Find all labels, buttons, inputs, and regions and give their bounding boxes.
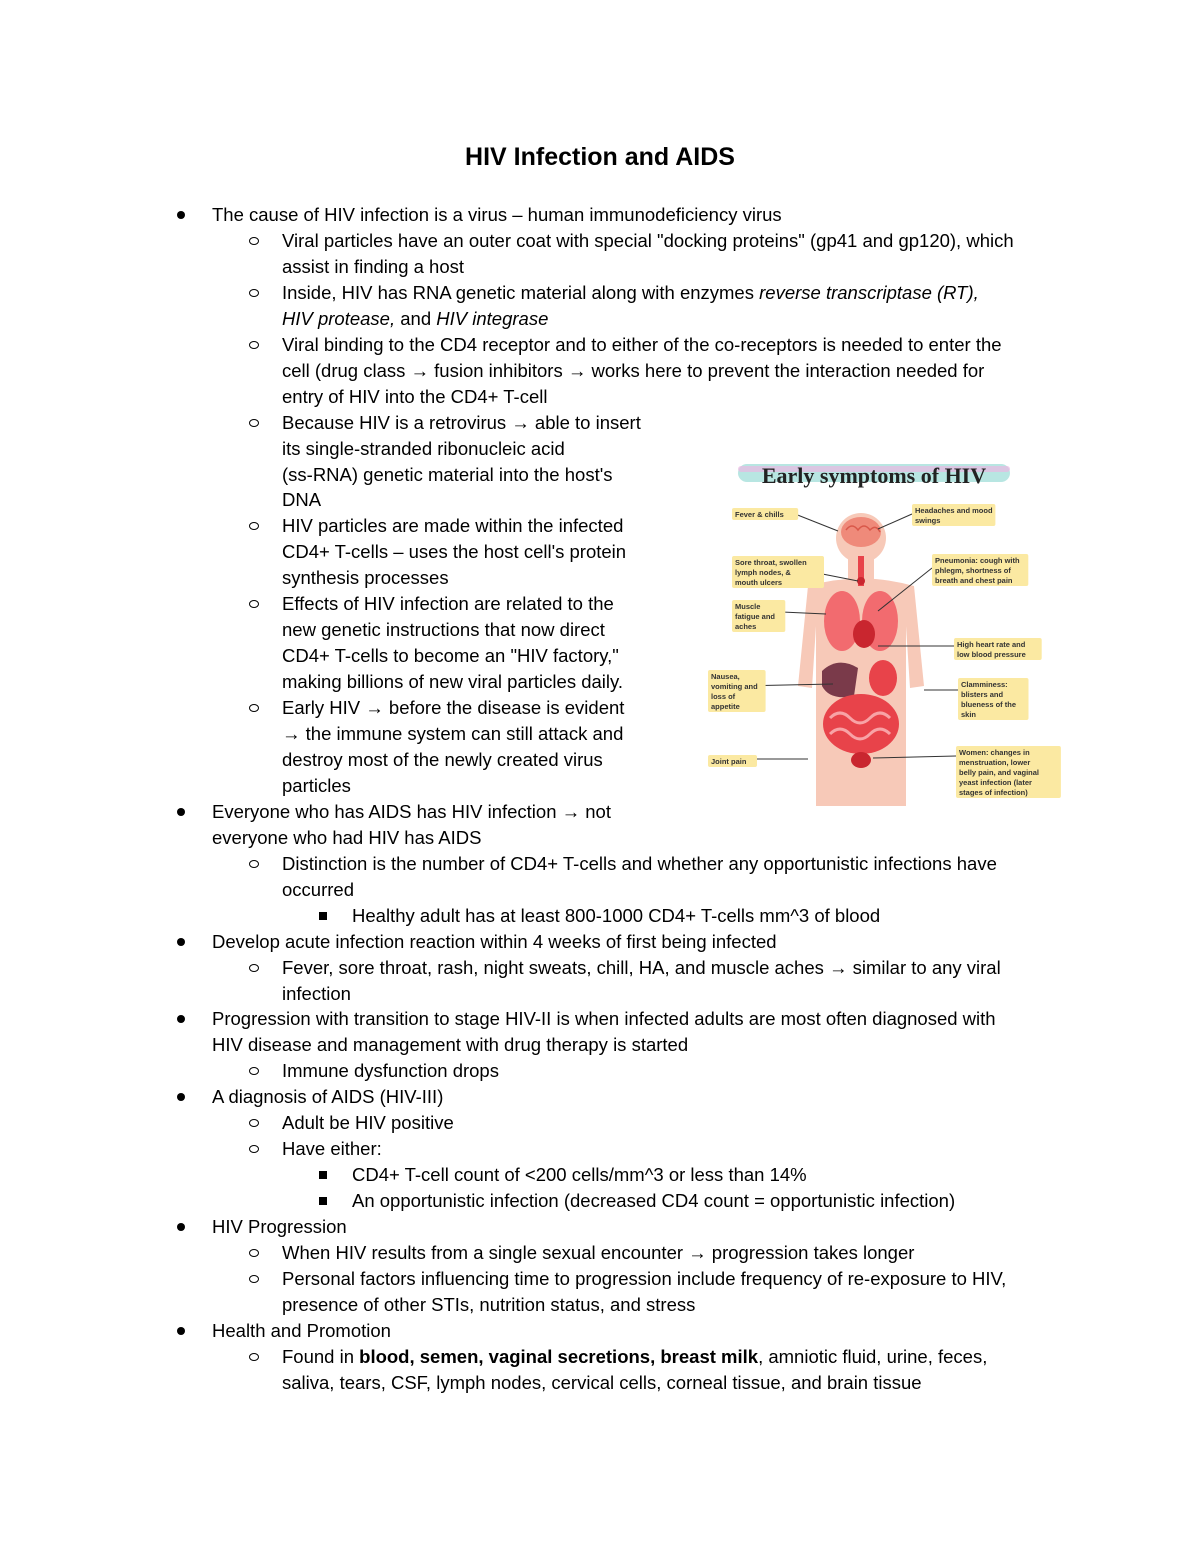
symptom-label-text: Pneumonia: cough with bbox=[935, 556, 1020, 565]
line-text: Found in bbox=[282, 1345, 360, 1367]
bullet-marker bbox=[319, 912, 327, 920]
line-text: Viral particles have an outer coat with special "docking proteins" (gp41 and gp120), which bbox=[282, 229, 1014, 251]
line-text: Distinction is the number of CD4+ T-cells and whether any opportunistic infections have bbox=[282, 852, 997, 874]
note-line bbox=[282, 332, 1002, 358]
symptom-label-text: blisters and bbox=[961, 690, 1004, 699]
line-text: Because HIV is a retrovirus → able to insert bbox=[282, 411, 641, 433]
note-line bbox=[282, 436, 565, 462]
line-text: Everyone who has AIDS has HIV infection → not bbox=[212, 800, 611, 822]
note-line bbox=[212, 825, 481, 851]
line-text: particles bbox=[282, 774, 351, 796]
note-line bbox=[282, 384, 547, 410]
symptom-label-text: loss of bbox=[711, 692, 736, 701]
symptom-label-text: Headaches and mood bbox=[915, 506, 993, 515]
bullet-marker bbox=[249, 1145, 259, 1153]
note-line bbox=[212, 1006, 996, 1032]
note-line bbox=[212, 1084, 443, 1110]
note-line bbox=[212, 1214, 347, 1240]
symptom-label-text: yeast infection (later bbox=[959, 778, 1032, 787]
bullet-marker bbox=[249, 860, 259, 868]
symptom-label-text: skin bbox=[961, 710, 977, 719]
italic-text: HIV integrase bbox=[436, 307, 549, 329]
line-text: DNA bbox=[282, 489, 322, 511]
line-text: Immune dysfunction drops bbox=[282, 1060, 499, 1082]
bullet-marker bbox=[249, 1067, 259, 1075]
line-text: Healthy adult has at least 800-1000 CD4+ T-cells mm^3 of blood bbox=[352, 904, 881, 926]
line-text: Inside, HIV has RNA genetic material along with enzymes bbox=[282, 281, 760, 303]
symptom-label-text: menstruation, lower bbox=[959, 758, 1031, 767]
symptom-label-text: High heart rate and bbox=[957, 640, 1026, 649]
line-text: Develop acute infection reaction within 4 weeks of first being infected bbox=[212, 930, 777, 952]
bullet-marker bbox=[177, 1015, 185, 1023]
note-line bbox=[282, 1058, 499, 1084]
line-text: (ss-RNA) genetic material into the host's bbox=[282, 463, 613, 485]
bullet-marker bbox=[249, 419, 259, 427]
bullet-marker bbox=[249, 289, 259, 297]
line-text: HIV particles are made within the infected bbox=[282, 515, 624, 537]
symptom-label-pneumonia bbox=[932, 554, 1028, 586]
line-text: CD4+ T-cell count of <200 cells/mm^3 or less than 14% bbox=[352, 1164, 807, 1186]
note-line bbox=[282, 617, 605, 643]
symptom-label-clamminess bbox=[958, 678, 1029, 720]
symptom-label-text: stages of infection) bbox=[959, 788, 1028, 797]
note-line bbox=[282, 1344, 987, 1370]
line-text: occurred bbox=[282, 878, 354, 900]
line-text: A diagnosis of AIDS (HIV-III) bbox=[212, 1086, 444, 1108]
symptom-label-text: fatigue and bbox=[735, 612, 776, 621]
symptom-label-women bbox=[956, 746, 1061, 798]
note-line bbox=[212, 202, 782, 228]
line-text: presence of other STIs, nutrition status, and stress bbox=[282, 1293, 696, 1315]
line-text: assist in finding a host bbox=[282, 255, 465, 277]
note-line bbox=[282, 410, 641, 436]
symptom-label-text: aches bbox=[735, 622, 757, 631]
note-line bbox=[282, 1136, 382, 1162]
line-text: CD4+ T-cells to become an "HIV factory," bbox=[282, 645, 619, 667]
line-text: Fever, sore throat, rash, night sweats, chill, HA, and muscle aches → similar to any viral bbox=[282, 956, 1001, 978]
note-line bbox=[282, 487, 321, 513]
figure-title: Early symptoms of HIV bbox=[761, 463, 987, 488]
line-text: making billions of new viral particles daily. bbox=[282, 671, 624, 693]
page-title: HIV Infection and AIDS bbox=[465, 143, 735, 171]
note-line bbox=[352, 903, 880, 929]
note-line bbox=[282, 955, 1001, 981]
symptom-label-text: swings bbox=[915, 516, 941, 525]
note-line bbox=[282, 747, 603, 773]
note-line bbox=[352, 1162, 807, 1188]
symptom-label-text: Joint pain bbox=[711, 757, 747, 766]
line-text: saliva, tears, CSF, lymph nodes, cervical cells, corneal tissue, and brain tissue bbox=[282, 1371, 922, 1393]
line-text: → the immune system can still attack and bbox=[282, 723, 624, 744]
line-text: synthesis processes bbox=[282, 567, 449, 589]
note-line bbox=[282, 1110, 454, 1136]
line-text: Health and Promotion bbox=[212, 1319, 391, 1341]
italic-text: reverse transcriptase (RT), bbox=[759, 281, 979, 303]
note-line bbox=[282, 1266, 1006, 1292]
note-line bbox=[282, 643, 619, 669]
note-line bbox=[282, 513, 623, 539]
bullet-marker bbox=[249, 1249, 259, 1257]
bullet-marker bbox=[249, 237, 259, 245]
bullet-marker bbox=[177, 1093, 185, 1101]
note-line bbox=[282, 539, 626, 565]
bullet-marker bbox=[249, 704, 259, 712]
symptom-label-text: phlegm, shortness of bbox=[935, 566, 1011, 575]
line-text: CD4+ T-cells – uses the host cell's protein bbox=[282, 541, 627, 563]
bullet-marker bbox=[249, 341, 259, 349]
symptom-label-text: breath and chest pain bbox=[935, 576, 1013, 585]
italic-text: HIV protease, bbox=[282, 307, 396, 329]
line-text: HIV disease and management with drug therapy is started bbox=[212, 1034, 689, 1056]
bold-text: blood, semen, vaginal secretions, breast milk bbox=[359, 1345, 759, 1367]
symptom-label-text: Clamminess: bbox=[961, 680, 1008, 689]
symptom-label-text: blueness of the bbox=[961, 700, 1017, 709]
line-text: Effects of HIV infection are related to the bbox=[282, 593, 614, 615]
note-line bbox=[282, 462, 613, 488]
bullet-marker bbox=[177, 938, 185, 946]
note-line bbox=[282, 981, 351, 1007]
note-line bbox=[282, 1370, 922, 1396]
bullet-marker bbox=[177, 1327, 185, 1335]
note-line bbox=[282, 254, 464, 280]
note-line bbox=[282, 280, 979, 306]
line-text: HIV Progression bbox=[212, 1216, 347, 1238]
bullet-marker bbox=[177, 211, 185, 219]
note-line bbox=[282, 695, 624, 721]
note-line bbox=[282, 773, 351, 799]
symptom-label-text: low blood pressure bbox=[957, 650, 1026, 659]
symptom-label-headaches bbox=[912, 504, 995, 526]
line-text: The cause of HIV infection is a virus – human immunodeficiency virus bbox=[212, 204, 782, 225]
note-line bbox=[212, 1318, 391, 1344]
line-text: Viral binding to the CD4 receptor and to either of the co-receptors is needed to enter the bbox=[282, 333, 1002, 355]
symptom-label-text: Nausea, bbox=[711, 672, 740, 681]
note-line bbox=[282, 228, 1014, 254]
symptom-label-text: mouth ulcers bbox=[735, 578, 783, 587]
line-text: everyone who had HIV has AIDS bbox=[212, 826, 482, 848]
line-text: Progression with transition to stage HIV-II is when infected adults are most often diagnosed with bbox=[212, 1008, 996, 1030]
symptom-label-heart bbox=[954, 638, 1042, 660]
line-text-after: , amniotic fluid, urine, feces, bbox=[758, 1345, 988, 1367]
symptom-label-sore-throat bbox=[732, 556, 824, 588]
line-text: new genetic instructions that now direct bbox=[282, 619, 605, 641]
line-text: destroy most of the newly created virus bbox=[282, 748, 603, 770]
symptom-label-muscle bbox=[732, 600, 785, 632]
note-line bbox=[282, 591, 614, 617]
bullet-marker bbox=[249, 1119, 259, 1127]
bullet-marker bbox=[319, 1197, 327, 1205]
note-line bbox=[212, 929, 777, 955]
bullet-marker bbox=[177, 1223, 185, 1231]
line-text: Adult be HIV positive bbox=[282, 1112, 454, 1134]
symptom-label-text: Sore throat, swollen bbox=[735, 558, 807, 567]
symptom-label-fever bbox=[732, 508, 798, 520]
symptom-label-text: Muscle bbox=[735, 602, 761, 611]
note-line bbox=[212, 1032, 688, 1058]
note-line bbox=[282, 669, 623, 695]
line-text: When HIV results from a single sexual encounter → progression takes longer bbox=[282, 1242, 915, 1263]
note-line bbox=[282, 851, 997, 877]
line-text: An opportunistic infection (decreased CD4 count = opportunistic infection) bbox=[352, 1190, 956, 1212]
note-line bbox=[282, 1240, 914, 1266]
symptom-label-joint bbox=[708, 755, 757, 767]
bullet-marker bbox=[249, 1353, 259, 1361]
line-text: infection bbox=[282, 982, 351, 1004]
symptom-label-text: belly pain, and vaginal bbox=[959, 768, 1040, 777]
symptom-label-text: appetite bbox=[711, 702, 740, 711]
note-line bbox=[282, 877, 354, 903]
early-symptoms-figure bbox=[698, 456, 1066, 812]
line-text: and bbox=[395, 307, 437, 329]
note-line bbox=[352, 1188, 955, 1214]
line-text: cell (drug class → fusion inhibitors → works here to prevent the interaction needed for bbox=[282, 359, 985, 381]
note-line bbox=[212, 799, 611, 825]
bullet-marker bbox=[249, 600, 259, 608]
symptom-label-text: Women: changes in bbox=[959, 748, 1030, 757]
line-text: Have either: bbox=[282, 1138, 382, 1160]
line-text: Personal factors influencing time to progression include frequency of re-exposure to HIV, bbox=[282, 1267, 1007, 1289]
line-text: entry of HIV into the CD4+ T-cell bbox=[282, 385, 548, 407]
note-line bbox=[282, 1292, 695, 1318]
note-line bbox=[282, 721, 623, 747]
bullet-marker bbox=[249, 964, 259, 972]
symptom-label-nausea bbox=[708, 670, 766, 712]
note-line bbox=[282, 306, 548, 332]
bullet-marker bbox=[249, 522, 259, 530]
line-text: its single-stranded ribonucleic acid bbox=[282, 437, 565, 459]
symptom-label-text: lymph nodes, & bbox=[735, 568, 791, 577]
line-text: Early HIV → before the disease is evident bbox=[282, 697, 625, 719]
bullet-marker bbox=[249, 1275, 259, 1283]
bullet-marker bbox=[319, 1171, 327, 1179]
bullet-marker bbox=[177, 808, 185, 816]
symptom-label-text: Fever & chills bbox=[735, 510, 784, 519]
symptom-label-text: vomiting and bbox=[711, 682, 758, 691]
note-line bbox=[282, 565, 449, 591]
note-line bbox=[282, 358, 984, 384]
